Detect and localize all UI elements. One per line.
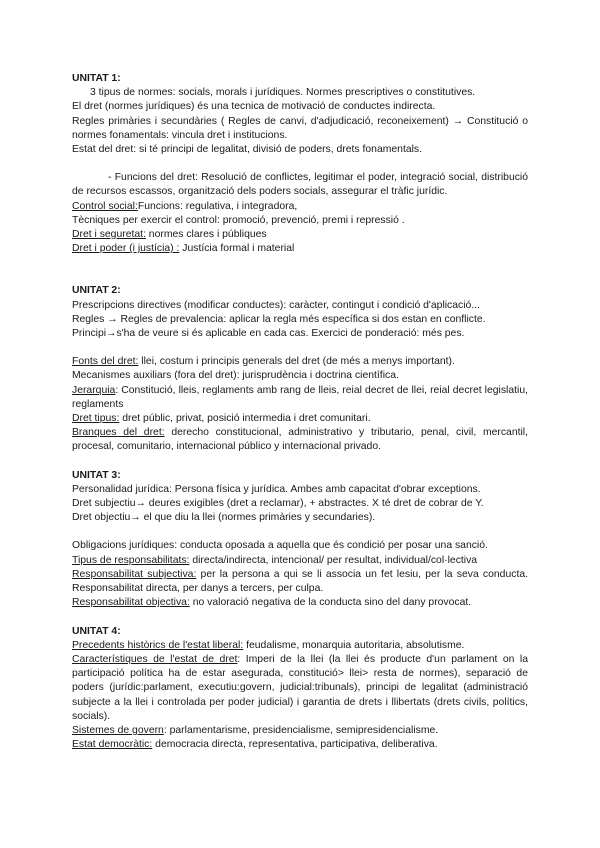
paragraph (72, 738, 528, 752)
term-label: Característiques de l'estat de dret (72, 653, 238, 665)
paragraph (72, 653, 528, 724)
term-text: : Imperi de la llei (la llei és producte d'un parlament on la participació política ha de estar asegurada, constitució> llei> resta de normes), separació de poders (jurídic:parlament, executiu:govern, judicial:tribunals), principi de legalitat (administració subjecte a la llei i controlada per poder judicial) i garantia de drets i llibertats (drets civils, polítics, socials). (72, 653, 528, 722)
term-text: : Constitució, lleis, reglaments amb rang de lleis, reial decret de llei, reial decret legislatiu, reglaments (72, 384, 528, 410)
term-text: Justícia formal i material (179, 243, 295, 255)
term-label: Branques del dret: (72, 427, 165, 439)
paragraph (72, 568, 528, 596)
term-text: directa/indirecta, intencional/ per resultat, individual/col·lectiva (189, 554, 478, 566)
paragraph (72, 554, 528, 568)
paragraph: Dret subjectiu→ deures exigibles (dret a reclamar), + abstractes. X té dret de cobrar de Y. (72, 498, 484, 510)
paragraph: Estat del dret: si té principi de legalitat, divisió de poders, drets fonamentals. (72, 144, 423, 156)
paragraph (72, 384, 528, 412)
paragraph (72, 228, 528, 242)
term-label: Control social: (72, 200, 138, 212)
term-label: Dret i poder (i justícia) : (72, 243, 180, 255)
paragraph: - Funcions del dret: Resolució de conflictes, legitimar el poder, integració social, distribució de recursos escassos, organització dels poders socials, assegurar el tràfic jurídic. (72, 172, 528, 198)
paragraph (72, 200, 528, 214)
term-label: Fonts del dret: (72, 356, 139, 368)
section-title: UNITAT 4: (72, 625, 121, 637)
term-label: Responsabilitat objectiva: (72, 597, 190, 609)
term-label: Jerarquia (72, 384, 116, 396)
paragraph: Principi→s'ha de veure si és aplicable en cada cas. Exercici de ponderació: més pes. (72, 328, 465, 340)
term-text: democracia directa, representativa, participativa, deliberativa. (152, 739, 438, 751)
paragraph: Regles → Regles de prevalencia: aplicar la regla més específica si dos estan en conflicte. (72, 313, 486, 325)
paragraph: Dret objectiu→ el que diu la llei (normes primàries y secundaries). (72, 512, 376, 524)
paragraph (72, 724, 528, 738)
section-title: UNITAT 3: (72, 469, 121, 481)
document-page (72, 72, 528, 752)
term-text: per la persona a qui se li associa un fet lesiu, per la seva conducta. Responsabilitat directa, per danys a tercers, per culpa. (72, 568, 528, 595)
paragraph (72, 639, 528, 653)
term-text: dret públic, privat, posició intermedia i dret comunitari. (119, 413, 371, 425)
paragraph (72, 412, 528, 426)
section-title: UNITAT 1: (72, 73, 121, 84)
paragraph: Prescripcions directives (modificar conductes): caràcter, contingut i condició d'aplicació... (72, 299, 480, 311)
section-unitat-1 (72, 72, 528, 256)
term-text: no valoració negativa de la conducta sino del dany provocat. (189, 597, 472, 609)
paragraph: Mecanismes auxiliars (fora del dret): jurisprudència i doctrina científica. (72, 370, 399, 382)
paragraph (72, 596, 528, 610)
paragraph: 3 tipus de normes: socials, morals i jurídiques. Normes prescriptives o constitutives. (90, 87, 476, 99)
paragraph: Regles primàries i secundàries ( Regles de canvi, d'adjudicació, reconeixement) → Constitució o normes fonamentals: vincula dret i institucions. (72, 115, 528, 141)
section-unitat-4 (72, 625, 528, 753)
term-text: normes clares i públiques (145, 229, 267, 241)
term-text: derecho constitucional, administrativo y tributario, penal, civil, mercantil, procesal, comunitario, internacional público y internacional privado. (72, 427, 528, 453)
paragraph (72, 242, 528, 256)
section-unitat-3 (72, 469, 528, 611)
paragraph: Tècniques per exercir el control: promoció, prevenció, premi i repressió . (72, 214, 405, 226)
term-text: llei, costum i principis generals del dret (de més a menys important). (138, 356, 455, 368)
term-label: Dret i seguretat: (72, 229, 146, 241)
term-label: Tipus de responsabilitats: (72, 554, 190, 566)
paragraph: Obligacions jurídiques: conducta oposada a aquella que és condició per posar una sanció. (72, 540, 488, 552)
term-label: Estat democràtic: (72, 739, 153, 751)
term-label: Responsabilitat subjectiva: (72, 568, 197, 580)
paragraph: El dret (normes jurídiques) és una tecnica de motivació de conductes indirecta. (72, 101, 436, 113)
paragraph: Personalidad jurídica: Persona física y jurídica. Ambes amb capacitat d'obrar exceptions. (72, 483, 481, 495)
term-text: : parlamentarisme, presidencialisme, semipresidencialisme. (163, 724, 439, 736)
paragraph (72, 426, 528, 454)
term-label: Precedents històrics de l'estat liberal: (72, 639, 244, 651)
section-title: UNITAT 2: (72, 285, 121, 297)
term-label: Dret tipus: (72, 413, 120, 425)
paragraph (72, 355, 528, 369)
term-text: Funcions: regulativa, i integradora, (137, 200, 298, 212)
section-unitat-2 (72, 284, 528, 454)
term-text: feudalisme, monarquia autoritaria, absolutisme. (243, 639, 465, 651)
term-label: Sistemes de govern (72, 724, 164, 736)
